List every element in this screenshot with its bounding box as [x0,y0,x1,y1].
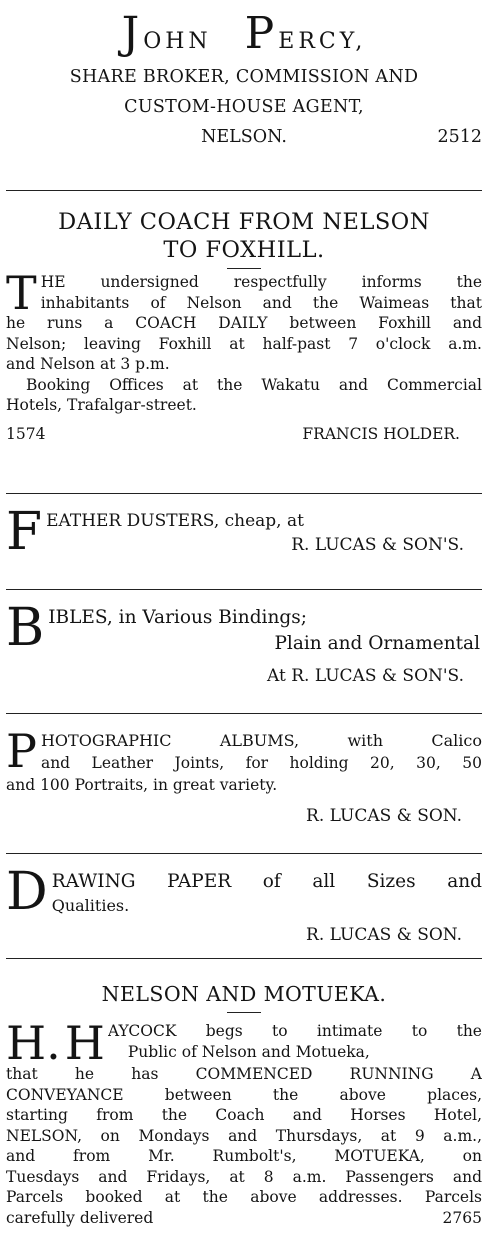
drop-cap: B [6,598,45,658]
motueka-body: H. H AYCOCK begs to intimate to the Public of Nelson and Motueka, that he has COMMENCED RUNNING A CONVEYANCE between the above places, starting from the Coach and Horses Hotel, NELSON, on Mondays and Thursdays, at 9 a.m., and from Mr. Rumbolt's, MOTUEKA, on Tuesdays and Fridays, at 8 a.m. Passengers and Parcels booked at the above addresses. Parcels carefully delivered 2765 [6,1016,482,1227]
albums-signature: R. LUCAS & SON. [306,806,462,826]
coach-number: 1574 [6,424,46,443]
motueka-last-line: carefully delivered 2765 [6,1208,482,1227]
ad-feather-dusters: F EATHER DUSTERS, cheap, at R. LUCAS & SON'S. [6,502,464,562]
drop-cap: P [6,724,37,778]
drop-cap: T [6,266,37,320]
ad-percy-name: JOHN PERCY, [121,8,367,59]
divider [6,190,482,191]
short-divider [227,268,261,269]
motueka-number: 2765 [442,1208,482,1227]
drop-cap: D [6,862,48,922]
coach-title-line2: TO FOXHILL. [163,237,325,263]
divider [6,958,482,959]
short-divider [227,1012,261,1013]
ad-drawing-paper: D RAWING PAPER of all Sizes and Qualities. R. LUCAS & SON. [6,862,482,945]
coach-signature-row [6,424,482,444]
divider [6,493,482,494]
drawing-signature: R. LUCAS & SON. [306,925,462,945]
divider [6,713,482,714]
drop-cap: H. [6,1016,61,1070]
albums-body: P HOTOGRAPHIC ALBUMS, with Calico and Leather Joints, for holding 20, 30, 50 and 100 Portraits, in great variety. [6,724,482,794]
ad-daily-coach [6,208,482,444]
ad-john-percy [6,8,482,152]
motueka-title: NELSON AND MOTUEKA. [101,982,387,1006]
coach-body: T HE undersigned respectfully informs the inhabitants of Nelson and the Waimeas that he runs a COACH DAILY between Foxhill and Nelson; leaving Foxhill at half-past 7 o'clock a.m. and Nelson at 3 p.m. Booking Offices at the Wakatu and Commercial Hotels, Trafalgar-street. [6,266,482,414]
coach-title-line1: DAILY COACH FROM NELSON [58,209,430,235]
drop-cap: H [64,1016,105,1070]
ad-percy-line1: SHARE BROKER, COMMISSION AND [69,67,419,87]
ad-percy-line3: NELSON. 2512 [6,122,482,152]
ad-bibles: B IBLES, in Various Bindings; Plain and Ornamental At R. LUCAS & SON'S. [6,598,480,686]
drop-cap: F [6,502,43,562]
ad-percy-line2: CUSTOM-HOUSE AGENT, [124,97,364,117]
ad-percy-number: 2512 [437,127,482,147]
ad-photographic-albums [6,724,482,828]
coach-signature: FRANCIS HOLDER. [302,424,460,443]
divider [6,853,482,854]
divider [6,589,482,590]
ad-nelson-motueka [6,980,482,1228]
